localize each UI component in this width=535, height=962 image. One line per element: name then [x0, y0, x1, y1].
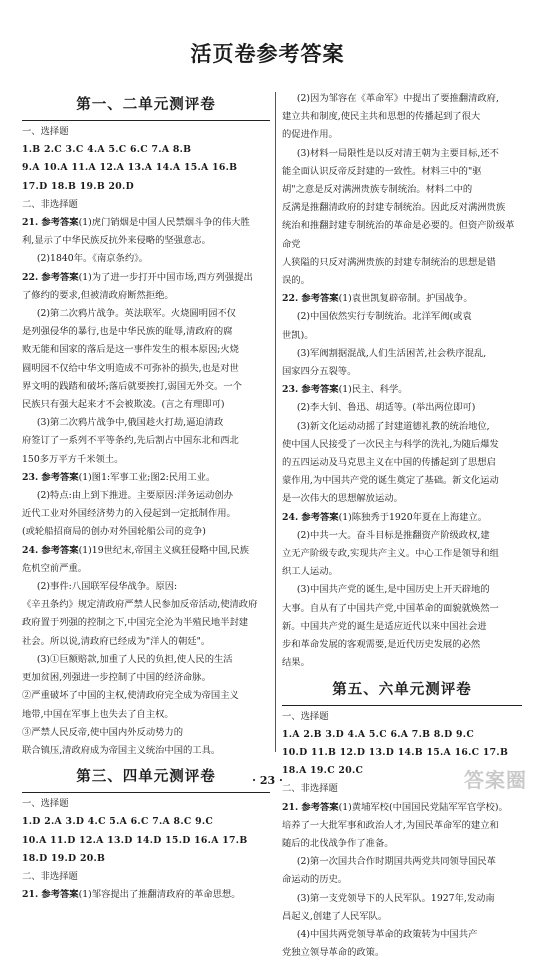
answer-line: [22, 287, 270, 305]
answer-text: ③严禁人民反帝,使中国内外反动势力的: [22, 726, 184, 738]
answer-text: 能全面认识反帝反封建的一致性。材料三中的"驱: [282, 165, 482, 177]
answer-line: [282, 527, 522, 545]
answer-line: [22, 669, 270, 687]
answer-text: 是列强侵华的暴行,也是中华民族的耻辱,清政府的腐: [22, 326, 233, 338]
answer-line: [282, 308, 522, 326]
answer-text: 反满是推翻清政府的封建专制统治。因此反对满洲贵族: [282, 202, 506, 214]
question-label: 21. 参考答案: [282, 801, 339, 813]
answer-line: [22, 396, 270, 414]
answer-text: 人狭隘的只反对满洲贵族的封建专制统治的思想是错: [282, 256, 496, 268]
answer-text: 国家四分五裂等。: [282, 366, 357, 378]
choice-answer-row: 18.A 19.C 20.C: [282, 765, 364, 777]
answer-text: 结果。: [282, 657, 310, 669]
section-rule: [282, 705, 522, 706]
answer-line: [282, 490, 522, 508]
answer-paragraphs: [282, 90, 522, 673]
answer-text: (1)陈独秀于1920年夏在上海建立。: [338, 511, 488, 523]
answer-line: [22, 250, 270, 268]
answer-line: [282, 853, 522, 871]
answer-line: [282, 563, 522, 581]
answer-line: [282, 654, 522, 672]
answer-line: [282, 181, 522, 199]
answer-line: [282, 217, 522, 253]
answer-text: 党独立领导革命的政策。: [282, 947, 385, 959]
answer-line: [22, 232, 270, 250]
answer-text: 大事。自从有了中国共产党,中国革命的面貌就焕然一: [282, 602, 499, 614]
answer-text: ②严重破坏了中国的主权,使清政府完全成为帝国主义: [22, 690, 239, 702]
question-label: 24. 参考答案: [282, 511, 339, 523]
answer-line: [22, 523, 270, 541]
answer-text: 利,显示了中华民族反抗外来侵略的坚强意志。: [22, 235, 211, 247]
answer-text: 胡"之意是反对满洲贵族专制统治。材料二中的: [282, 184, 473, 196]
answer-text: (1)袁世凯复辟帝制。护国战争。: [338, 293, 473, 305]
answer-line: [22, 323, 270, 341]
section-rule: [22, 792, 270, 793]
answer-text: 更加贫困,列强进一步控制了中国的经济命脉。: [22, 672, 211, 684]
subheading-nonchoice: 二、非选择题: [282, 783, 338, 795]
answer-text: 昌起义,创建了人民军队。: [282, 910, 388, 922]
answer-line: [22, 596, 270, 614]
answer-text: (3)军阀割据混战,人们生活困苦,社会秩序混乱,: [296, 347, 487, 359]
answer-text: 联合镇压,清政府成为帝国主义统治中国的工具。: [22, 744, 221, 756]
right-column: [282, 90, 522, 962]
choice-answer-row: 1.A 2.B 3.D 4.A 5.C 6.A 7.B 8.D 9.C: [282, 728, 475, 740]
answer-line: [22, 614, 270, 632]
subheading-choice: 一、选择题: [282, 710, 329, 722]
answer-text: (2)特点:由上到下推进。主要原因:洋务运动创办: [36, 490, 233, 502]
question-label: 23. 参考答案: [282, 384, 339, 396]
answer-text: (1)黄埔军校(中国国民党陆军军官学校)。: [338, 801, 508, 813]
answer-line: [282, 581, 522, 599]
page-title: 活页卷参考答案: [190, 41, 345, 66]
answer-text: 命运动的历史。: [282, 874, 348, 886]
answer-paragraphs: [22, 214, 270, 760]
answer-text: 的促进作用。: [282, 129, 338, 141]
answer-text: 界文明的践踏和破坏;落后就要挨打,弱国无外交。一个: [22, 380, 242, 392]
answer-line: [22, 505, 270, 523]
answer-line: [282, 926, 522, 944]
answer-line: [282, 908, 522, 926]
answer-text: (2)中国依然实行专制统治。北洋军阀(或袁: [296, 311, 472, 323]
answer-text: 蒙作用,为中国共产党的诞生奠定了基础。新文化运动: [282, 475, 499, 487]
answer-text: (2)中共一大。奋斗目标是推翻资产阶级政权,建: [296, 529, 490, 541]
answer-text: 政府置于列强的控制之下,中国完全沦为半殖民地半封建: [22, 617, 249, 629]
answer-line: [282, 600, 522, 618]
answer-text: (3)第二次鸦片战争中,俄国趁火打劫,逼迫清政: [36, 417, 224, 429]
answer-text: (3)①巨额赔款,加重了人民的负担,使人民的生活: [36, 653, 233, 665]
answer-line: [22, 633, 270, 651]
choice-answer-row: 1.D 2.A 3.D 4.C 5.A 6.C 7.A 8.C 9.C: [22, 816, 214, 828]
answer-text: 立无产阶级专政,实现共产主义。中心工作是领导和组: [282, 548, 499, 560]
answer-line: [282, 509, 522, 527]
answer-text: 败无能和国家的落后是这一事件发生的根本原因;火烧: [22, 344, 239, 356]
answer-text: 的五四运动及马克思主义在中国的传播起到了思想启: [282, 457, 496, 469]
answer-text: 了修约的要求,但被清政府断然拒绝。: [22, 289, 174, 301]
answer-text: (3)中国共产党的诞生,是中国历史上开天辟地的: [296, 584, 490, 596]
answer-line: [22, 578, 270, 596]
answer-line: [22, 378, 270, 396]
answer-line: [282, 126, 522, 144]
answer-line: [282, 799, 522, 817]
answer-text: 使中国人民接受了一次民主与科学的洗礼,为随后爆发: [282, 438, 499, 450]
answer-line: [22, 341, 270, 359]
answer-line: [282, 290, 522, 308]
answer-line: [282, 90, 522, 108]
answer-line: [22, 451, 270, 469]
watermark-logo: 答案圈: [464, 768, 527, 792]
answer-line: [282, 545, 522, 563]
answer-line: [282, 163, 522, 181]
answer-line: [282, 108, 522, 126]
answer-list: [22, 813, 270, 868]
answer-text: 150多万平方千米领土。: [22, 453, 124, 465]
answer-line: [22, 687, 270, 705]
answer-text: 民族只有强大起来才不会被欺凌。(言之有理即可): [22, 399, 225, 411]
answer-paragraphs: [22, 886, 270, 904]
subheading-choice: 一、选择题: [22, 126, 69, 137]
answer-line: [282, 381, 522, 399]
answer-text: (2)李大钊、鲁迅、胡适等。(举出两位即可): [296, 402, 476, 414]
answer-line: [282, 145, 522, 163]
answer-list: [22, 141, 270, 196]
section-title-3-4: 第三、四单元测评卷: [76, 768, 216, 786]
answer-text: (3)第一支党领导下的人民军队。1927年,发动南: [296, 892, 495, 904]
answer-text: (1)19世纪末,帝国主义疯狂侵略中国,民族: [78, 544, 249, 556]
answer-line: [22, 305, 270, 323]
answer-line: [282, 254, 522, 272]
answer-text: 随后的北伐战争作了准备。: [282, 837, 394, 849]
answer-text: 织工人运动。: [282, 566, 338, 578]
answer-text: 误的。: [282, 275, 310, 287]
answer-text: 培养了一大批军事和政治人才,为国民革命军的建立和: [282, 819, 499, 831]
answer-line: [22, 360, 270, 378]
answer-text: (2)第二次鸦片战争。英法联军。火烧圆明园不仅: [36, 308, 236, 320]
answer-line: [282, 817, 522, 835]
choice-answer-row: 10.A 11.D 12.A 13.D 14.D 15.D 16.A 17.B: [22, 834, 248, 846]
answer-text: (3)新文化运动动摇了封建道德礼教的统治地位,: [296, 420, 490, 432]
answer-line: [22, 706, 270, 724]
question-label: 22. 参考答案: [282, 293, 339, 305]
answer-line: [282, 472, 522, 490]
answer-line: [22, 742, 270, 760]
answer-text: 统治和推翻封建专制统治的革命是必要的。但资产阶级革命党: [282, 220, 515, 250]
answer-line: [282, 890, 522, 908]
answer-text: (2)因为邹容在《革命军》中提出了要推翻清政府,: [296, 93, 499, 104]
answer-line: [282, 327, 522, 345]
question-label: 24. 参考答案: [22, 544, 79, 556]
question-label: 21. 参考答案: [22, 889, 79, 901]
answer-text: (1)虎门销烟是中国人民禁烟斗争的伟大胜: [78, 217, 250, 229]
answer-line: [282, 199, 522, 217]
answer-text: (3)材料一局限性是以反对清王朝为主要目标,还不: [296, 147, 499, 159]
answer-text: 是一次伟大的思想解放运动。: [282, 493, 403, 505]
answer-text: (2)事件:八国联军侵华战争。原因:: [36, 581, 178, 593]
answer-text: 新。中国共产党的诞生是适应近代以来中国社会进: [282, 620, 487, 632]
answer-line: [22, 487, 270, 505]
answer-text: 近代工业对外国经济势力的入侵起到一定抵制作用。: [22, 508, 236, 520]
question-label: 22. 参考答案: [22, 271, 79, 283]
section-title-1-2: 第一、二单元测评卷: [76, 96, 216, 113]
answer-line: [282, 944, 522, 962]
answer-text: 《辛丑条约》规定清政府严禁人民参加反帝活动,使清政府: [22, 599, 258, 611]
answer-line: [22, 560, 270, 578]
section-title-5-6: 第五、六单元测评卷: [332, 680, 472, 698]
question-label: 21. 参考答案: [22, 217, 79, 229]
answer-text: 府签订了一系列不平等条约,先后割占中国东北和西北: [22, 435, 239, 447]
choice-answer-row: 10.D 11.B 12.D 13.D 14.B 15.A 16.C 17.B: [282, 746, 509, 758]
choice-answer-row: 1.B 2.C 3.C 4.A 5.C 6.C 7.A 8.B: [22, 144, 192, 156]
answer-line: [22, 651, 270, 669]
answer-line: [22, 414, 270, 432]
answer-text: (1)民主、科学。: [338, 384, 408, 396]
answer-line: [282, 454, 522, 472]
answer-line: [282, 272, 522, 290]
answer-line: [22, 724, 270, 742]
answer-line: [22, 542, 270, 560]
answer-text: 步和革命发展的客观需要,是近代历史发展的必然: [282, 639, 481, 651]
answer-line: [282, 363, 522, 381]
answer-text: 世凯)。: [282, 329, 314, 341]
subheading-nonchoice: 二、非选择题: [22, 870, 78, 882]
answer-line: [22, 269, 270, 287]
answer-line: [22, 214, 270, 232]
choice-answer-row: 18.D 19.D 20.B: [22, 852, 106, 864]
column-divider: [275, 92, 276, 752]
answer-text: 地带,中国在军事上也失去了自主权。: [22, 708, 174, 720]
answer-line: [282, 618, 522, 636]
question-label: 23. 参考答案: [22, 471, 79, 483]
answer-line: [282, 835, 522, 853]
section-rule: [22, 120, 270, 121]
page-number: · 23 ·: [252, 774, 283, 787]
answer-text: (或轮船招商局的创办对外国轮船公司的竞争): [22, 526, 206, 538]
answer-line: [282, 436, 522, 454]
answer-text: 建立共和制度,使民主共和思想的传播起到了很大: [282, 111, 481, 123]
answer-line: [22, 469, 270, 487]
choice-answer-row: 17.D 18.B 19.B 20.D: [22, 180, 134, 192]
answer-line: [22, 432, 270, 450]
answer-line: [282, 636, 522, 654]
answer-text: (1)图1:军事工业;图2:民用工业。: [78, 471, 216, 483]
subheading-nonchoice: 二、非选择题: [22, 198, 78, 210]
choice-answer-row: 9.A 10.A 11.A 12.A 13.A 14.A 15.A 16.B: [22, 162, 238, 174]
answer-line: [282, 345, 522, 363]
answer-line: [22, 886, 270, 904]
answer-text: (2)第一次国共合作时期国共两党共同领导国民革: [296, 856, 496, 868]
answer-line: [282, 418, 522, 436]
answer-paragraphs: [282, 799, 522, 962]
answer-line: [282, 871, 522, 889]
answer-text: 社会。所以说,清政府已经成为"洋人的朝廷"。: [22, 635, 211, 647]
answer-text: (2)1840年。《南京条约》。: [36, 253, 149, 265]
answer-text: (1)邹容提出了推翻清政府的革命思想。: [78, 889, 241, 901]
answer-text: 危机空前严重。: [22, 562, 88, 574]
subheading-choice: 一、选择题: [22, 798, 69, 810]
answer-line: [282, 399, 522, 417]
answer-text: 圆明园不仅给中华文明造成不可弥补的损失,也是对世: [22, 362, 239, 374]
answer-text: (4)中国共两党领导革命的政策转为中国共产: [296, 928, 478, 940]
answer-text: (1)为了进一步打开中国市场,西方列强提出: [78, 271, 253, 283]
